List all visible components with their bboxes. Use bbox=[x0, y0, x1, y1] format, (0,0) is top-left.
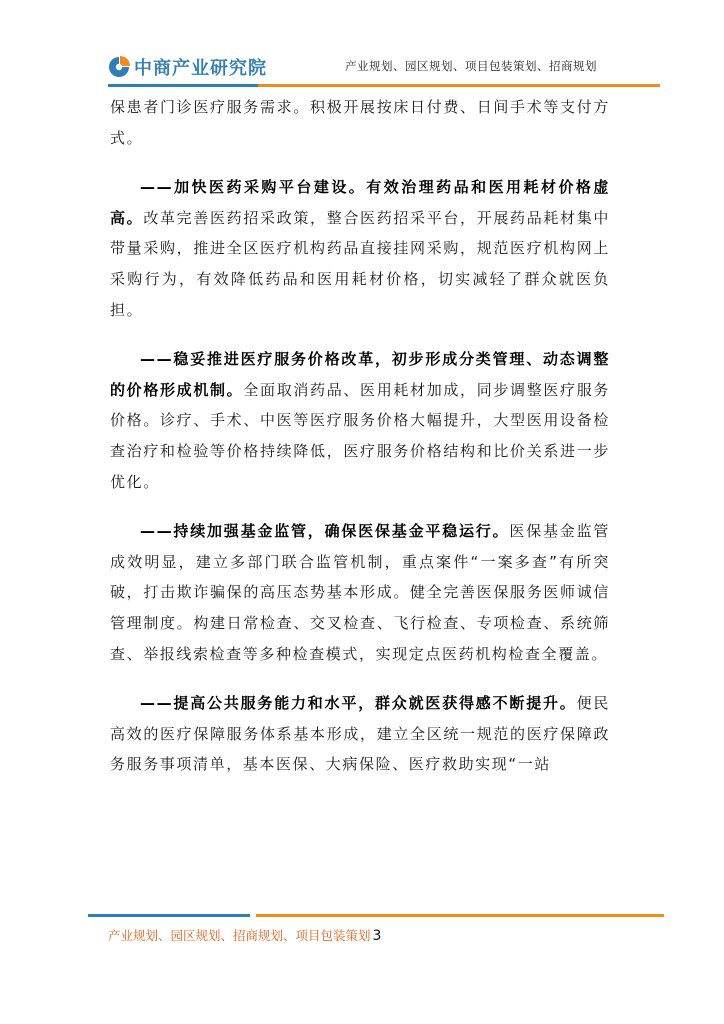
paragraph-procurement bbox=[110, 172, 610, 325]
logo-text: 中商产业研究院 bbox=[134, 58, 267, 79]
header-tagline: 产业规划、园区规划、项目包装策划、招商规划 bbox=[345, 59, 597, 73]
paragraph-text: 全面取消药品、医用耗材加成，同步调整医疗服务价格。诊疗、手术、中医等医疗服务价格大幅提升，大型医用设备检查治疗和检验等价格持续降低，医疗服务价格结构和比价关系进一步优化。 bbox=[110, 380, 610, 491]
paragraph-text: 便民高效的医疗保障服务体系基本形成，建立全区统一规范的医疗保障政务服务事项清单，基本医保、大病保险、医疗救助实现“一站 bbox=[110, 694, 610, 774]
header-rule-orange bbox=[258, 84, 660, 87]
paragraph-public-service bbox=[110, 688, 610, 780]
page-header bbox=[0, 0, 724, 100]
header-rule-blue bbox=[108, 84, 258, 87]
document-body bbox=[110, 92, 610, 799]
paragraph-heading: ——稳妥推进医疗服务价格改革，初步形成分类管理、动态调整的价格形成机制。 bbox=[110, 350, 610, 399]
paragraph-fund-supervision bbox=[110, 516, 610, 669]
footer-rule-blue bbox=[88, 914, 250, 917]
paragraph-heading: ——持续加强基金监管，确保医保基金平稳运行。 bbox=[140, 522, 510, 541]
brand-logo bbox=[108, 54, 267, 80]
paragraph-text: 改革完善医药招采政策，整合医药招采平台，开展药品耗材集中带量采购，推进全区医疗机构药品直接挂网采购，规范医疗机构网上采购行为，有效降低药品和医用耗材价格，切实减轻了群众就医负担。 bbox=[110, 208, 610, 319]
paragraph-text: 医保基金监管成效明显，建立多部门联合监管机制，重点案件“一案多查”有所突破，打击欺诈骗保的高压态势基本形成。健全完善医保服务医师诚信管理制度。构建日常检查、交叉检查、飞行检查、专项检查、系统筛查、举报线索检查等多种检查模式，实现定点医药机构检查全覆盖。 bbox=[110, 522, 611, 663]
paragraph-heading: ——加快医药采购平台建设。有效治理药品和医用耗材价格虚高。 bbox=[110, 178, 610, 227]
page-footer bbox=[108, 926, 381, 944]
logo-icon bbox=[108, 56, 130, 78]
paragraph-heading: ——提高公共服务能力和水平，群众就医获得感不断提升。 bbox=[140, 694, 577, 713]
paragraph-pricing-reform bbox=[110, 344, 610, 497]
page-number: 3 bbox=[372, 928, 382, 944]
footer-tagline: 产业规划、园区规划、招商规划、项目包装策划 bbox=[108, 928, 371, 943]
footer-rule-orange bbox=[256, 914, 664, 917]
intro-paragraph: 保患者门诊医疗服务需求。积极开展按床日付费、日间手术等支付方式。 bbox=[110, 98, 610, 147]
